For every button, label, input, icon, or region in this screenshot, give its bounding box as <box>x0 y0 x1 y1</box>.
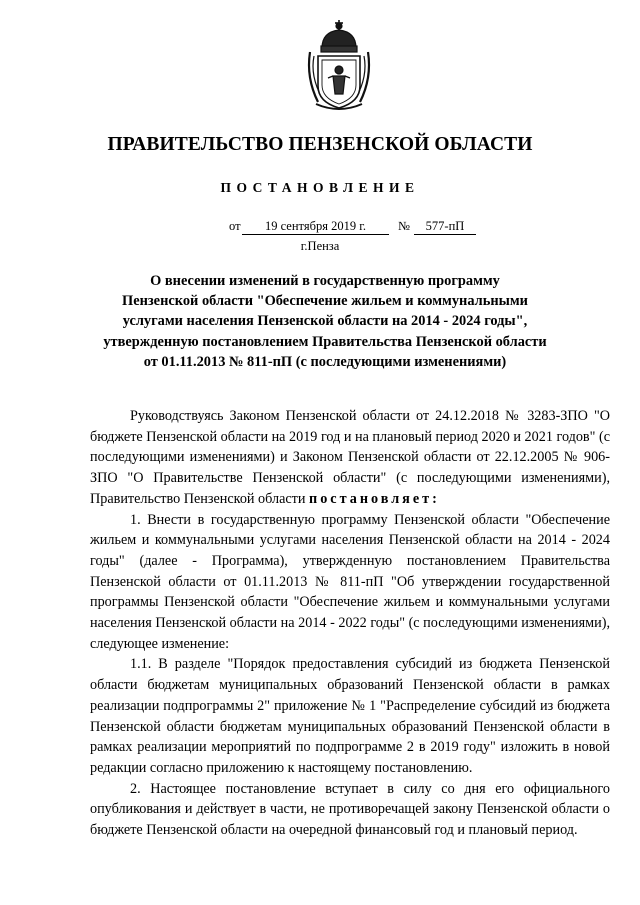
penza-oblast-coat-of-arms-icon <box>300 18 378 112</box>
preamble-paragraph <box>90 406 610 510</box>
subject-line: от 01.11.2013 № 811-пП (с последующими изменениями) <box>143 353 507 370</box>
resolves-word: постановляет: <box>309 490 440 507</box>
document-body <box>90 406 610 841</box>
item-2-paragraph: 2. Настоящее постановление вступает в силу со дня его официального опубликования и действует в части, не противоречащей закону Пензенской области о бюджете Пензенской области на очередной финансовый год и плановый период. <box>90 780 610 839</box>
document-number: 577-пП <box>414 219 476 235</box>
date-prefix: от <box>229 219 241 233</box>
preamble-text: Руководствуясь Законом Пензенской области от 24.12.2018 № 3283-ЗПО "О бюджете Пензенской области на 2019 год и на плановый период 2020 и 2021 годов" (с последующими изменениями) и Законом Пензенской области от 22.12.2005 № 906-ЗПО "О Правительстве Пензенской области" (с последующими изменениями), Правительство Пензенской области <box>90 408 610 507</box>
item-1-paragraph: 1. Внести в государственную программу Пензенской области "Обеспечение жильем и коммунальными услугами населения Пензенской области на 2014 - 2024 годы" (далее - Программа), утвержденную постановлением Правительства Пензенской области от 01.11.2013 № 811-пП "Об утверждении государственной программы Пензенской области "Обеспечение жильем и коммунальными услугами населения Пензенской области на 2014 - 2022 годы" (с последующими изменениями), следующее изменение: <box>90 511 610 652</box>
document-type: ПОСТАНОВЛЕНИЕ <box>220 180 420 195</box>
subject-line: О внесении изменений в государственную программу <box>150 273 500 289</box>
city: г.Пенза <box>300 239 340 253</box>
subject-line: Пензенской области "Обеспечение жильем и коммунальными <box>122 293 528 310</box>
document-date: 19 сентября 2019 г. <box>242 219 389 235</box>
document-subject <box>60 271 590 372</box>
number-prefix: № <box>398 219 410 233</box>
government-title: ПРАВИТЕЛЬСТВО ПЕНЗЕНСКОЙ ОБЛАСТИ <box>107 134 533 155</box>
subject-line: утвержденную постановлением Правительства Пензенской области <box>103 333 547 350</box>
subject-line: услугами населения Пензенской области на 2014 - 2024 годы", <box>122 313 528 330</box>
item-1-1-paragraph: 1.1. В разделе "Порядок предоставления субсидий из бюджета Пензенской области бюджетам муниципальных образований Пензенской области в рамках реализации подпрограммы 2" приложение № 1 "Распределение субсидий из бюджета Пензенской области бюджетам муниципальных образований Пензенской области в рамках реализации мероприятий по подпрограмме 2 в 2019 году" изложить в новой редакции согласно приложению к настоящему постановлению. <box>90 656 610 776</box>
